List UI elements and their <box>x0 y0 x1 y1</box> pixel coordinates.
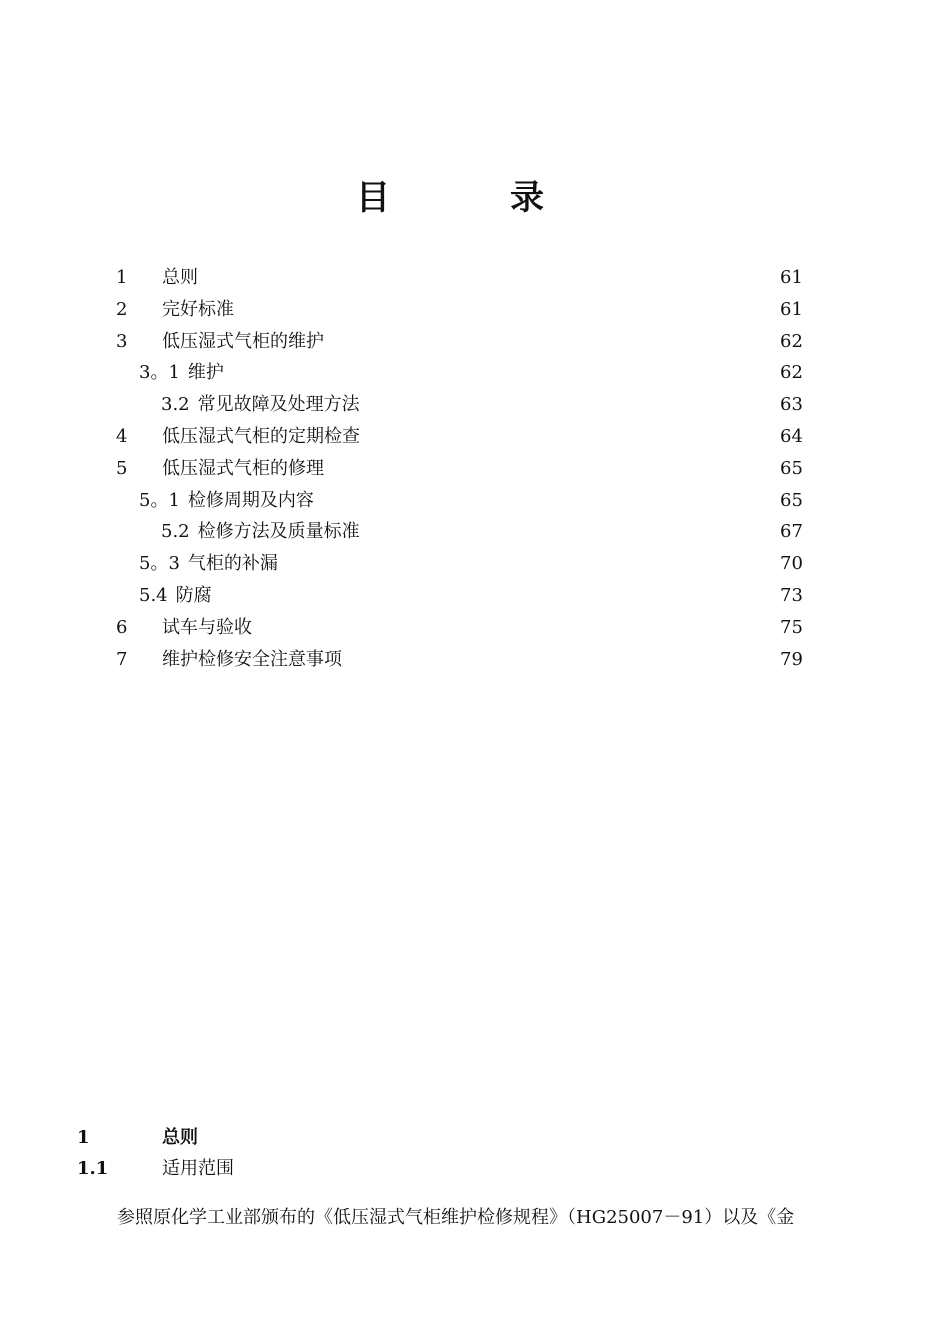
toc-entry-number: 3。1 <box>139 362 180 384</box>
section-number: 1 <box>77 1127 90 1148</box>
toc-entry-number: 3.2 <box>161 394 190 416</box>
section-heading <box>0 1122 950 1153</box>
toc-title <box>356 176 544 220</box>
toc-entry-number: 5。3 <box>139 553 180 575</box>
toc-entry-number: 6 <box>116 616 128 638</box>
toc-entry-page: 79 <box>780 648 803 670</box>
toc-entry-1[interactable] <box>0 262 950 294</box>
toc-entry-2[interactable] <box>0 294 950 326</box>
toc-entry-7[interactable] <box>0 644 950 676</box>
toc-title-char-1: 目 <box>356 178 390 218</box>
toc-entry-label: 常见故障及处理方法 <box>197 394 360 416</box>
toc-entry-label: 维护检修安全注意事项 <box>162 648 342 670</box>
toc-subentry <box>139 548 278 580</box>
toc-entry-page: 73 <box>780 584 803 606</box>
toc-entry-number: 3 <box>116 330 128 352</box>
subsection-title: 适用范围 <box>162 1158 234 1179</box>
toc-entry-page: 65 <box>780 457 803 479</box>
toc-subentry <box>139 580 212 612</box>
toc-entry-label: 总则 <box>162 267 198 288</box>
toc-entry-page: 61 <box>780 298 803 320</box>
toc-entry-6[interactable] <box>0 612 950 644</box>
toc-entry-number: 5 <box>116 457 128 479</box>
body-section <box>0 1122 950 1228</box>
toc-entry-page: 64 <box>780 425 803 447</box>
toc-entry-label: 防腐 <box>175 584 212 606</box>
toc-entry-page: 75 <box>780 616 803 638</box>
toc-entry-label: 气柜的补漏 <box>187 553 278 575</box>
section-title: 总则 <box>162 1127 198 1148</box>
toc-entry-number: 4 <box>116 425 128 447</box>
toc-entry-number: 5.2 <box>161 521 190 543</box>
toc-entry-label: 完好标准 <box>162 298 234 320</box>
toc-entry-4[interactable] <box>0 421 950 453</box>
toc-entry-5[interactable] <box>0 453 950 485</box>
toc-entry-5-4[interactable] <box>0 580 950 612</box>
toc-entry-page: 70 <box>780 553 803 575</box>
toc-entry-number: 5.4 <box>139 584 168 606</box>
toc-entry-label: 检修方法及质量标准 <box>197 521 360 543</box>
toc-entry-number: 2 <box>116 298 128 320</box>
toc-entry-page: 65 <box>780 489 803 511</box>
toc-entry-3-1[interactable] <box>0 357 950 389</box>
toc-subentry <box>139 357 224 389</box>
toc-subentry <box>161 516 360 548</box>
toc-entry-label: 检修周期及内容 <box>187 489 314 511</box>
toc-entry-label: 低压湿式气柜的定期检查 <box>162 425 360 447</box>
toc-title-char-2: 录 <box>510 178 544 218</box>
toc-entry-number: 1 <box>116 267 128 288</box>
toc-entry-label: 低压湿式气柜的修理 <box>162 457 324 479</box>
toc-list <box>0 262 950 675</box>
toc-entry-number: 5。1 <box>139 489 180 511</box>
subsection-heading <box>0 1153 950 1184</box>
toc-entry-page: 67 <box>780 521 803 543</box>
subsection-number: 1.1 <box>77 1158 109 1179</box>
toc-entry-3-2[interactable] <box>0 389 950 421</box>
toc-entry-label: 试车与验收 <box>162 616 252 638</box>
toc-entry-number: 7 <box>116 648 128 670</box>
toc-entry-5-2[interactable] <box>0 516 950 548</box>
toc-subentry <box>161 389 360 421</box>
toc-entry-page: 63 <box>780 394 803 416</box>
toc-entry-3[interactable] <box>0 326 950 358</box>
toc-entry-label: 维护 <box>187 362 224 384</box>
toc-entry-page: 62 <box>780 362 803 384</box>
toc-entry-5-1[interactable] <box>0 485 950 517</box>
toc-entry-label: 低压湿式气柜的维护 <box>162 330 324 352</box>
toc-entry-page: 62 <box>780 330 803 352</box>
toc-entry-page: 61 <box>780 267 803 288</box>
toc-subentry <box>139 485 314 517</box>
toc-entry-5-3[interactable] <box>0 548 950 580</box>
body-paragraph: 参照原化学工业部颁布的《低压湿式气柜维护检修规程》（HG25007－91）以及《金 <box>117 1207 795 1228</box>
